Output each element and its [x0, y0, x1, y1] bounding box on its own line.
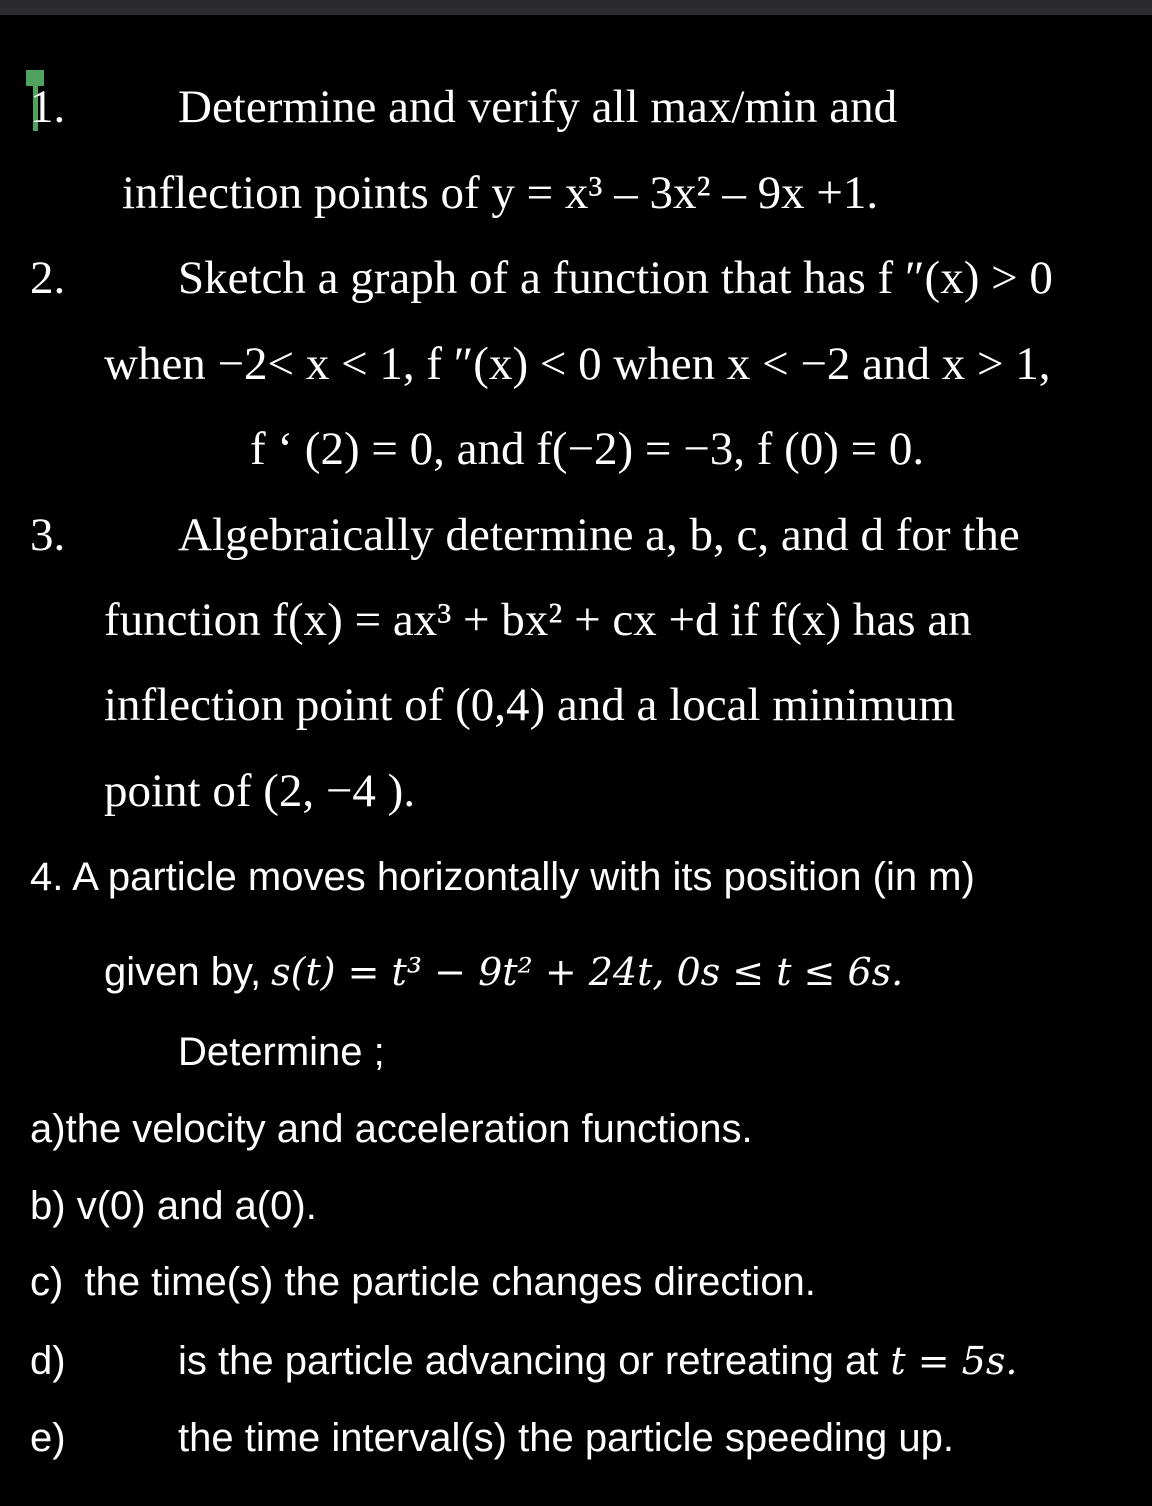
problem-2-number: 2. — [30, 252, 66, 304]
part-c-text: the time(s) the particle changes direction. — [84, 1260, 816, 1304]
part-d-math: t = 5s. — [890, 1339, 1018, 1383]
part-a-label: a) — [30, 1107, 66, 1151]
part-d-label: d) — [30, 1339, 66, 1383]
problem-2-line-1: Sketch a graph of a function that has f ″(x) > 0 — [178, 252, 1053, 304]
part-e-text: the time interval(s) the particle speeding up. — [178, 1416, 954, 1460]
part-b — [30, 1186, 317, 1226]
problem-4-intro-line — [30, 857, 975, 897]
problem-4-given-prefix: given by, — [104, 950, 262, 994]
top-bar — [0, 0, 1152, 15]
problem-2-line-3: f ‘ (2) = 0, and f(−2) = −3, f (0) = 0. — [250, 423, 925, 475]
problem-3-line-2: function f(x) = ax³ + bx² + cx +d if f(x) has an — [104, 594, 972, 646]
part-e-label: e) — [30, 1416, 66, 1460]
part-c — [30, 1262, 816, 1302]
problem-3-line-1: Algebraically determine a, b, c, and d for the — [178, 509, 1020, 561]
part-b-text: v(0) and a(0). — [76, 1184, 317, 1228]
problem-4-number: 4. — [30, 855, 64, 899]
problem-2-line-2: when −2< x < 1, f ″(x) < 0 when x < −2 and x > 1, — [104, 338, 1051, 390]
problem-4-intro: A particle moves horizontally with its position (in m) — [72, 855, 975, 899]
problem-1-line-2: inflection points of y = x³ – 3x² – 9x +1. — [122, 167, 879, 219]
problem-3-number: 3. — [30, 509, 66, 561]
part-d — [178, 1341, 1017, 1381]
part-a-text: the velocity and acceleration functions. — [65, 1107, 753, 1151]
part-c-label: c) — [30, 1260, 64, 1304]
problem-4-given-line — [104, 952, 903, 992]
problem-1-number: 1. — [30, 81, 66, 133]
problem-3-line-3: inflection point of (0,4) and a local minimum — [104, 679, 956, 731]
part-a — [30, 1109, 753, 1149]
problem-1-line-1: Determine and verify all max/min and — [178, 81, 898, 133]
problem-3-line-4: point of (2, −4 ). — [104, 765, 416, 817]
problem-4-determine: Determine ; — [178, 1030, 385, 1074]
part-b-label: b) — [30, 1184, 66, 1228]
problem-4-given-formula: s(t) = t³ − 9t² + 24t, 0s ≤ t ≤ 6s. — [271, 950, 904, 994]
part-d-text: is the particle advancing or retreating at — [178, 1339, 879, 1383]
